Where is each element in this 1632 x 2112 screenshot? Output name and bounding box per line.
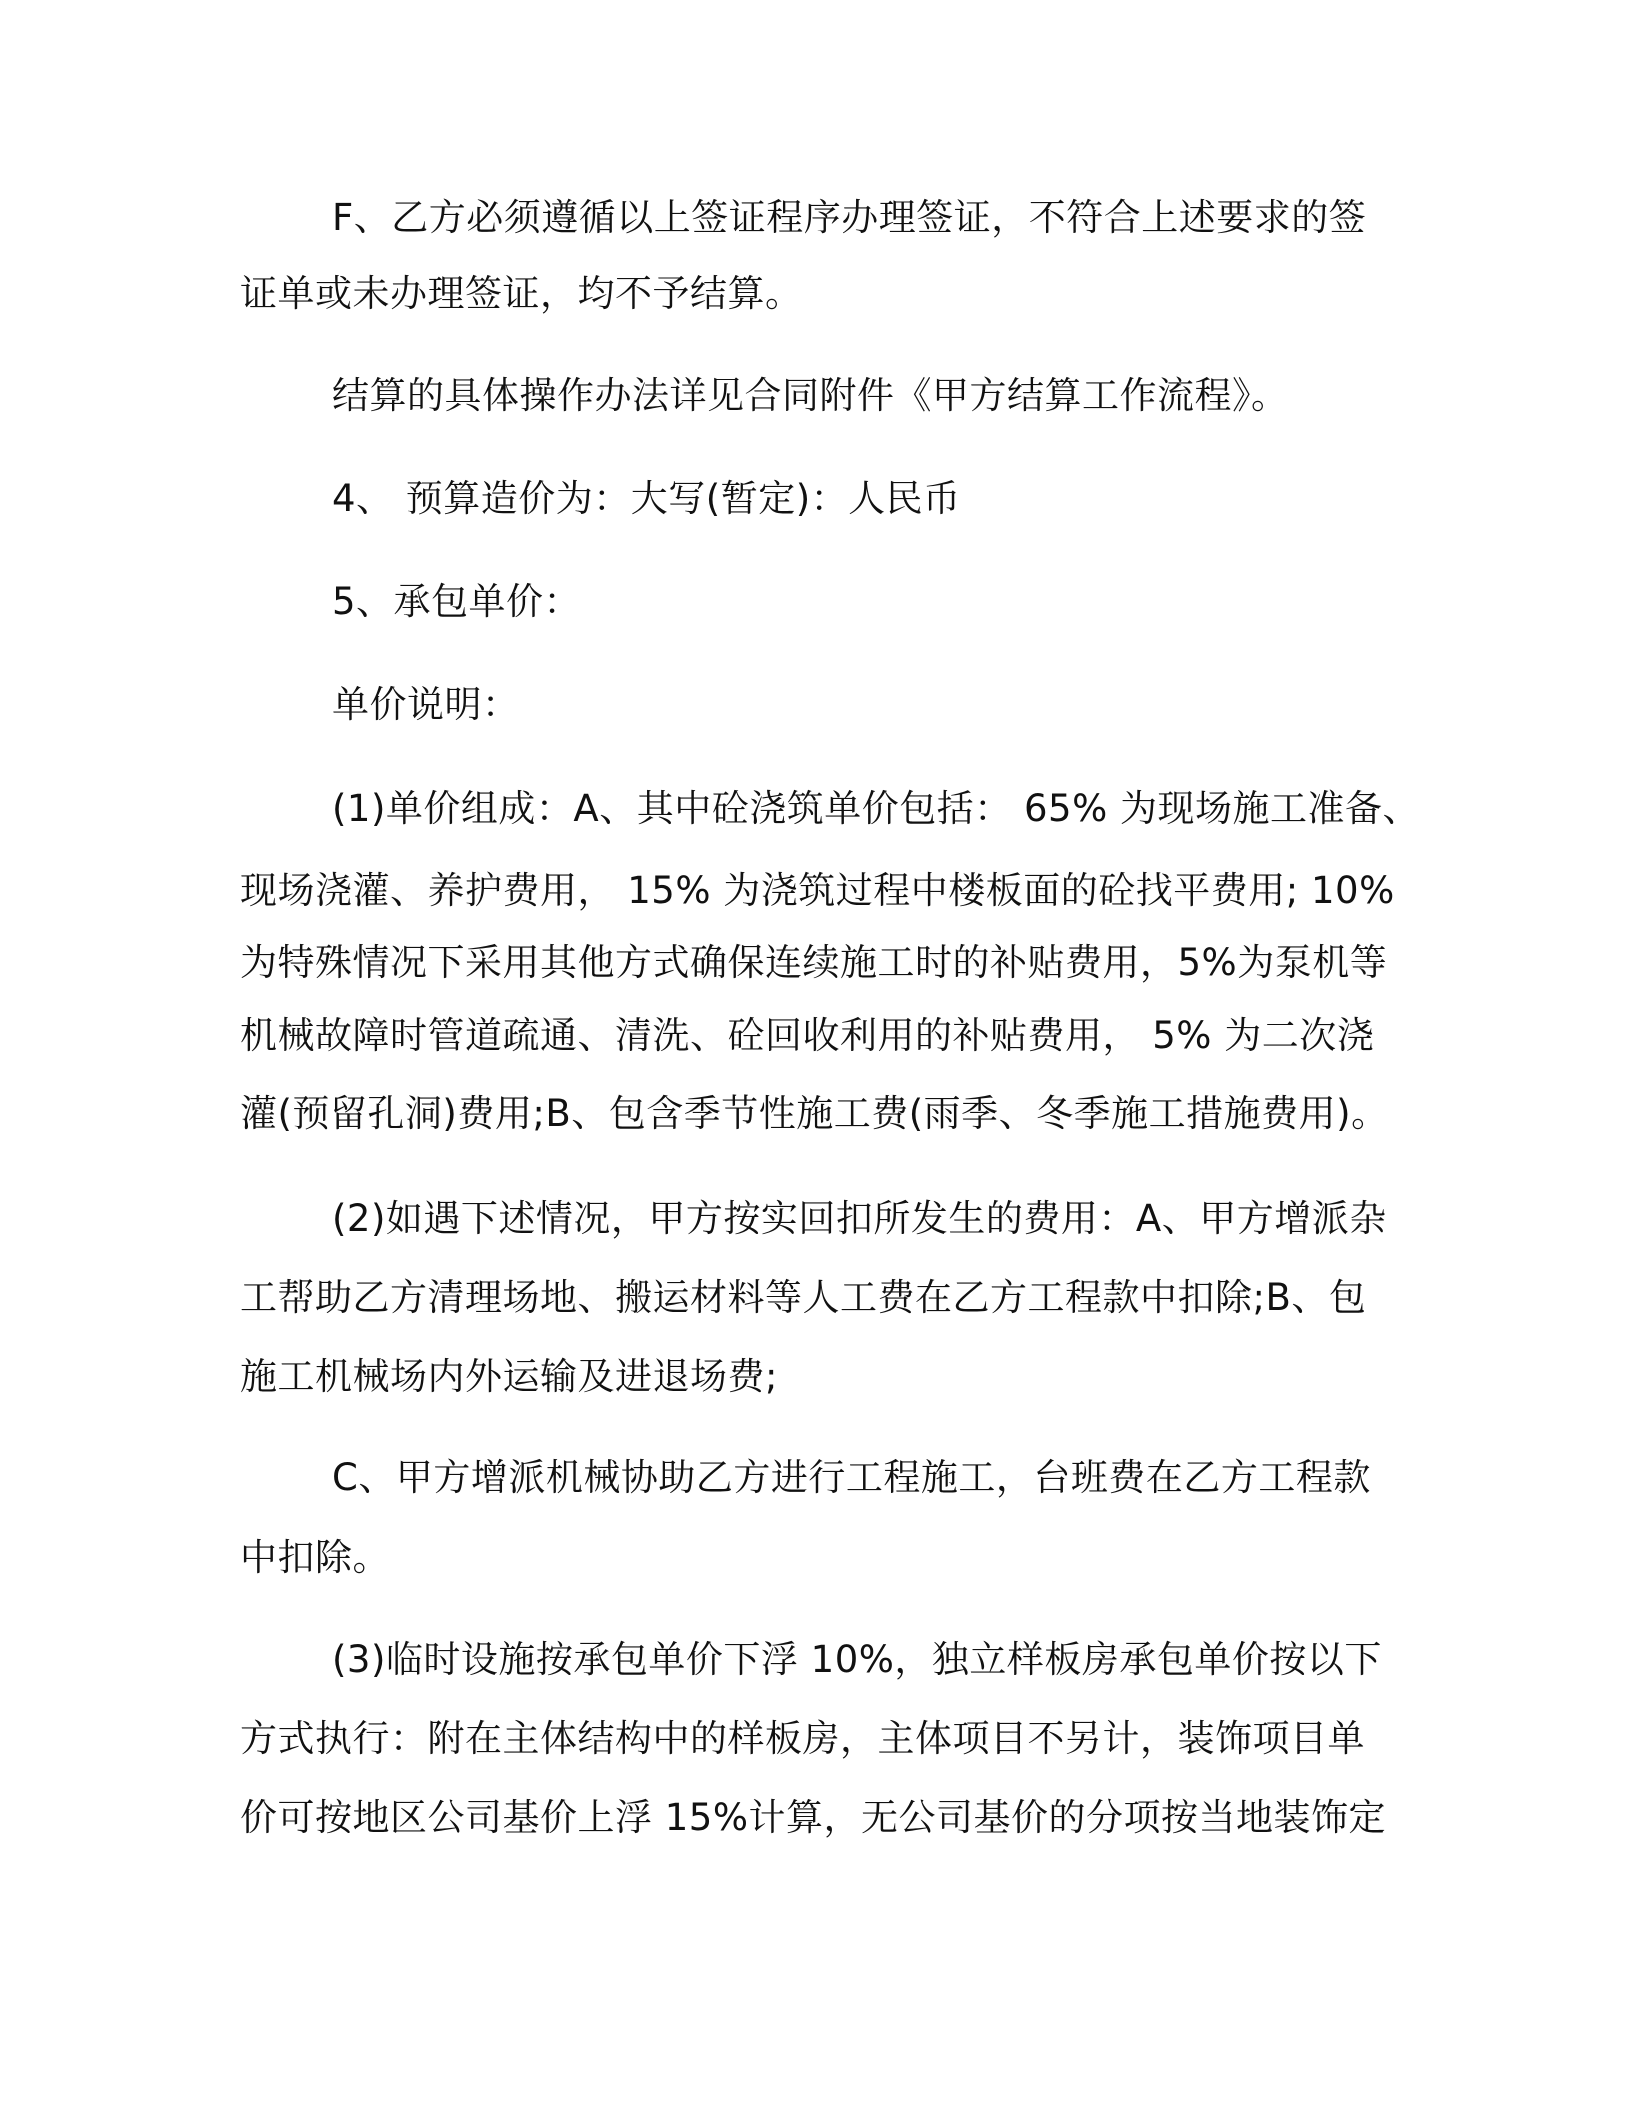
paragraph-line: 工帮助乙方清理场地、搬运材料等人工费在乙方工程款中扣除;B、包 [240,1276,1367,1319]
paragraph-line: 机械故障时管道疏通、清洗、砼回收利用的补贴费用， 5% 为二次浇 [240,1014,1375,1057]
paragraph-line: 证单或未办理签证，均不予结算。 [240,272,803,315]
paragraph-line: 灌(预留孔洞)费用;B、包含季节性施工费(雨季、冬季施工措施费用)。 [240,1092,1389,1135]
paragraph-line: 结算的具体操作办法详见合同附件《甲方结算工作流程》。 [332,374,1289,417]
paragraph-line: 4、 预算造价为：大写(暂定)：人民币 [332,477,961,520]
paragraph-line: F、乙方必须遵循以上签证程序办理签证，不符合上述要求的签 [332,196,1367,239]
paragraph-line: (3)临时设施按承包单价下浮 10%，独立样板房承包单价按以下 [332,1638,1382,1681]
paragraph-line: 现场浇灌、养护费用， 15% 为浇筑过程中楼板面的砼找平费用; 10% [240,869,1395,912]
paragraph-line: 5、承包单价： [332,580,582,623]
paragraph-line: 中扣除。 [240,1536,390,1579]
paragraph-line: 为特殊情况下采用其他方式确保连续施工时的补贴费用，5%为泵机等 [240,941,1388,984]
paragraph-line: (2)如遇下述情况，甲方按实回扣所发生的费用：A、甲方增派杂 [332,1197,1387,1240]
paragraph-line: (1)单价组成：A、其中砼浇筑单价包括： 65% 为现场施工准备、 [332,787,1420,830]
paragraph-line: 价可按地区公司基价上浮 15%计算，无公司基价的分项按当地装饰定 [240,1796,1386,1839]
paragraph-line: C、甲方增派机械协助乙方进行工程施工，台班费在乙方工程款 [332,1456,1371,1499]
paragraph-line: 方式执行：附在主体结构中的样板房，主体项目不另计，装饰项目单 [240,1717,1365,1760]
paragraph-line: 施工机械场内外运输及进退场费; [240,1355,778,1398]
paragraph-line: 单价说明： [332,683,520,726]
